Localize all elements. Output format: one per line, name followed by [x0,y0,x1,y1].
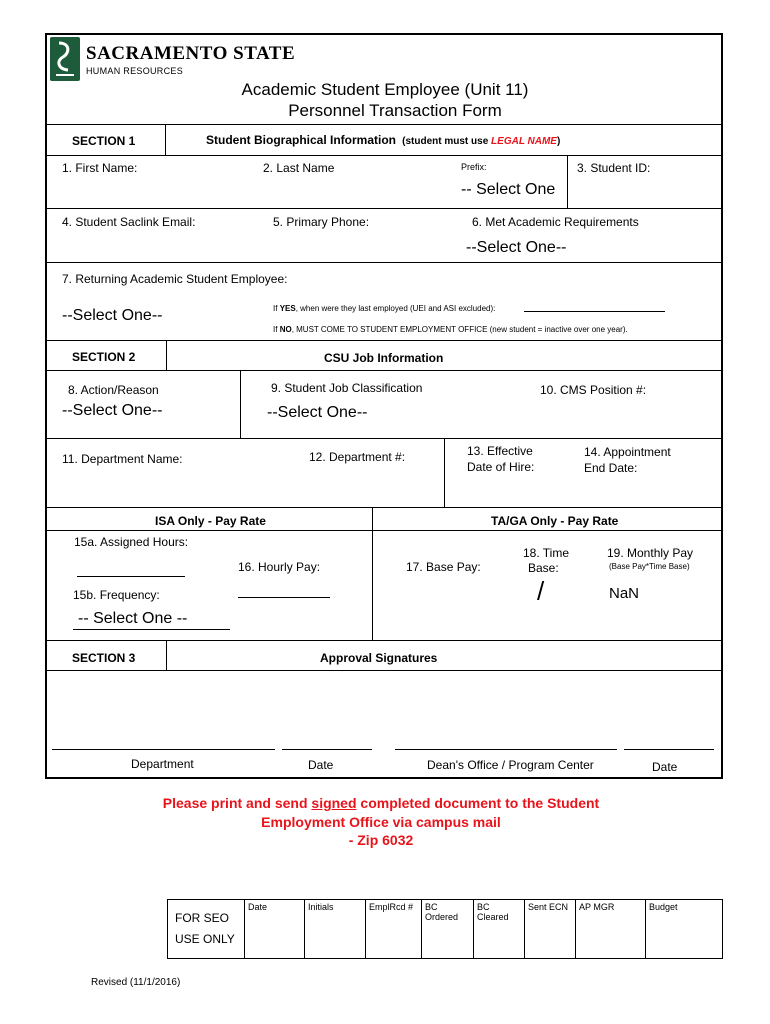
if-no-text: If NO, MUST COME TO STUDENT EMPLOYMENT OFFICE (new student = inactive over one year). [273,325,628,334]
sig-deans-label: Dean's Office / Program Center [427,758,594,772]
hourly-pay-field[interactable] [238,597,330,598]
instructions-line1: Please print and send signed completed document to the Student [162,795,600,811]
sig-date2-label: Date [652,760,678,774]
section1-title-text: Student Biographical Information [206,133,397,147]
section3-label: SECTION 3 [72,651,136,665]
section3-title: Approval Signatures [320,651,438,665]
seo-col-ap-mgr[interactable]: AP MGR [576,900,646,959]
classification-select[interactable]: --Select One-- [267,404,368,421]
effective-label-1: 13. Effective [467,444,533,458]
date2-sig-line[interactable] [624,749,714,750]
seo-col-sent-ecn[interactable]: Sent ECN [525,900,576,959]
prefix-label: Prefix: [461,162,487,172]
time-base-label-2: Base: [528,561,559,575]
monthly-pay-value: NaN [609,585,640,602]
met-academic-select[interactable]: --Select One-- [466,239,567,256]
isa-title: ISA Only - Pay Rate [155,514,266,528]
department-sig-line[interactable] [52,749,275,750]
if-yes-text: If YES, when were they last employed (UEI and ASI excluded): [273,304,496,313]
classification-label: 9. Student Job Classification [271,381,423,395]
deans-sig-line[interactable] [395,749,617,750]
sig-department-label: Department [131,757,194,771]
met-academic-label: 6. Met Academic Requirements [472,215,639,229]
hourly-pay-label: 16. Hourly Pay: [238,560,321,574]
effective-label-2: Date of Hire: [467,460,535,474]
assigned-hours-field[interactable] [77,576,185,577]
appt-label-1: 14. Appointment [584,445,671,459]
action-select[interactable]: --Select One-- [62,402,163,419]
section1-note: (student must use LEGAL NAME) [402,136,561,147]
frequency-underline [73,629,230,630]
appt-label-2: End Date: [584,461,638,475]
instructions-line3: - Zip 6032 [348,832,414,848]
seo-use-table [167,899,723,959]
monthly-pay-label: 19. Monthly Pay [607,546,694,560]
monthly-pay-note: (Base Pay*Time Base) [609,562,690,571]
time-base-label-1: 18. Time [523,546,570,560]
email-label: 4. Student Saclink Email: [62,215,196,229]
frequency-label: 15b. Frequency: [73,588,160,602]
section1-title [206,133,560,147]
instructions-line2: Employment Office via campus mail [261,814,501,830]
dept-num-label: 12. Department #: [309,450,406,464]
prefix-select[interactable]: -- Select One [461,181,556,198]
cms-position-label: 10. CMS Position #: [540,383,647,397]
last-employed-field[interactable] [524,311,665,312]
seo-col-emplrcd[interactable]: EmplRcd # [366,900,422,959]
form-title-1: Academic Student Employee (Unit 11) [241,80,529,99]
assigned-hours-label: 15a. Assigned Hours: [74,535,189,549]
base-pay-label: 17. Base Pay: [406,560,481,574]
section2-title: CSU Job Information [324,351,444,365]
seo-col-initials[interactable]: Initials [305,900,366,959]
frequency-select[interactable]: -- Select One -- [78,610,188,627]
seo-col-budget[interactable]: Budget [646,900,723,959]
last-name-label: 2. Last Name [263,161,335,175]
dept-name-label: 11. Department Name: [62,452,183,466]
seo-col-bc-ordered[interactable]: BC Ordered [422,900,474,959]
org-subtitle: HUMAN RESOURCES [86,66,184,76]
seo-col-date[interactable]: Date [245,900,305,959]
revised-date: Revised (11/1/2016) [91,977,181,988]
seo-col-bc-cleared[interactable]: BC Cleared [474,900,525,959]
section2-label: SECTION 2 [72,350,136,364]
returning-select[interactable]: --Select One-- [62,307,163,324]
returning-label: 7. Returning Academic Student Employee: [62,272,288,286]
action-label: 8. Action/Reason [68,383,159,397]
seo-label-cell: FOR SEO USE ONLY [168,900,245,959]
org-name: SACRAMENTO STATE [86,43,296,64]
section1-label: SECTION 1 [72,134,136,148]
form-title-2: Personnel Transaction Form [288,101,502,120]
time-base-value[interactable]: / [537,576,545,606]
sig-date1-label: Date [308,758,334,772]
student-id-label: 3. Student ID: [577,161,651,175]
phone-label: 5. Primary Phone: [273,215,370,229]
first-name-label: 1. First Name: [62,161,138,175]
taga-title: TA/GA Only - Pay Rate [491,514,619,528]
date1-sig-line[interactable] [282,749,372,750]
